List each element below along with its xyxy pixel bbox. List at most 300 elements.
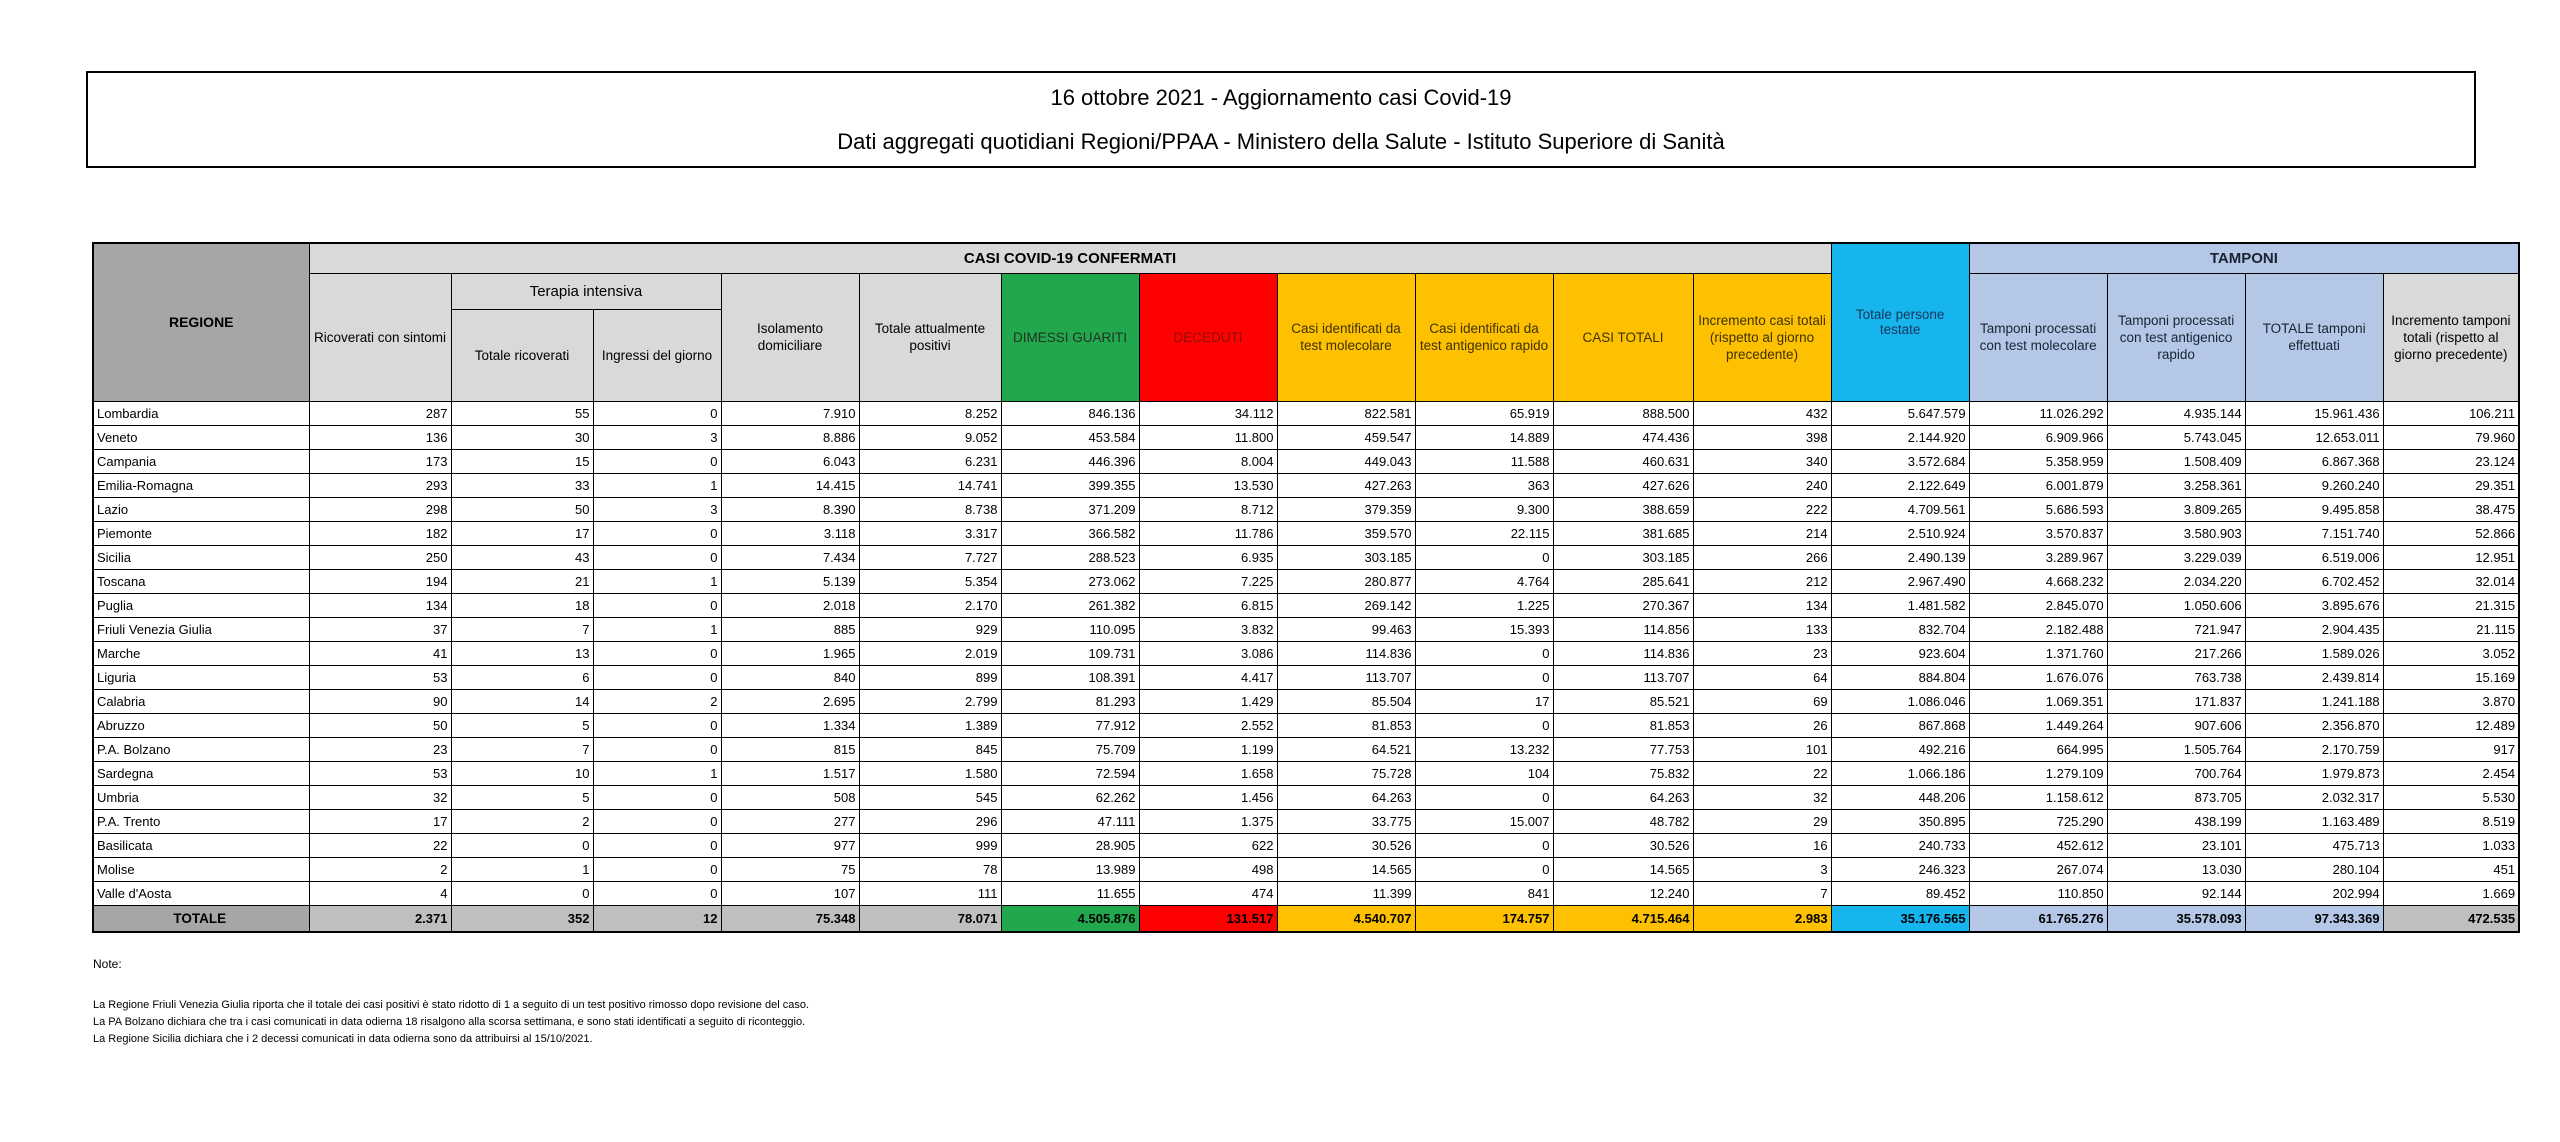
region-cell: Toscana [93, 569, 309, 593]
table-cell: 4 [309, 881, 451, 905]
table-cell: 999 [859, 833, 1001, 857]
table-cell: 815 [721, 737, 859, 761]
table-cell: 114.856 [1553, 617, 1693, 641]
table-cell: 16 [1693, 833, 1831, 857]
table-cell: 3.809.265 [2107, 497, 2245, 521]
table-cell: 47.111 [1001, 809, 1139, 833]
table-cell: 0 [1415, 641, 1553, 665]
table-cell: 21 [451, 569, 593, 593]
table-cell: 1.371.760 [1969, 641, 2107, 665]
table-cell: 9.260.240 [2245, 473, 2383, 497]
table-cell: 1 [593, 569, 721, 593]
table-cell: 8.886 [721, 425, 859, 449]
table-cell: 293 [309, 473, 451, 497]
table-cell: 508 [721, 785, 859, 809]
table-cell: 22 [309, 833, 451, 857]
table-cell: 1.241.188 [2245, 689, 2383, 713]
table-cell: 0 [593, 833, 721, 857]
table-cell: 9.495.858 [2245, 497, 2383, 521]
table-row [93, 425, 2519, 449]
table-cell: 14.889 [1415, 425, 1553, 449]
table-cell: 725.290 [1969, 809, 2107, 833]
table-cell: 340 [1693, 449, 1831, 473]
title-line-2: Dati aggregati quotidiani Regioni/PPAA - Ministero della Salute - Istituto Superiore di Sanità [837, 128, 1725, 154]
table-cell: 53 [309, 761, 451, 785]
table-cell: 81.293 [1001, 689, 1139, 713]
header-group-casi-confermati: CASI COVID-19 CONFERMATI [309, 243, 1831, 273]
table-cell: 448.206 [1831, 785, 1969, 809]
table-cell: 0 [1415, 713, 1553, 737]
table-cell: 1.456 [1139, 785, 1277, 809]
table-cell: 11.399 [1277, 881, 1415, 905]
table-cell: 12.951 [2383, 545, 2519, 569]
table-cell: 5.647.579 [1831, 401, 1969, 425]
table-cell: 2.019 [859, 641, 1001, 665]
table-cell: 0 [593, 785, 721, 809]
table-cell: 280.104 [2245, 857, 2383, 881]
table-cell: 2.845.070 [1969, 593, 2107, 617]
table-row [93, 809, 2519, 833]
table-cell: 363 [1415, 473, 1553, 497]
table-row [93, 761, 2519, 785]
table-cell: 472.535 [2383, 905, 2519, 932]
table-cell: 2.695 [721, 689, 859, 713]
table-cell: 6.702.452 [2245, 569, 2383, 593]
table-cell: 1.066.186 [1831, 761, 1969, 785]
table-cell: 0 [593, 545, 721, 569]
table-cell: 452.612 [1969, 833, 2107, 857]
region-cell: Liguria [93, 665, 309, 689]
table-cell: 72.594 [1001, 761, 1139, 785]
header-deceduti: DECEDUTI [1139, 273, 1277, 401]
table-cell: 133 [1693, 617, 1831, 641]
table-cell: 4.935.144 [2107, 401, 2245, 425]
table-cell: 6.001.879 [1969, 473, 2107, 497]
table-cell: 977 [721, 833, 859, 857]
table-cell: 7.225 [1139, 569, 1277, 593]
table-cell: 11.655 [1001, 881, 1139, 905]
table-cell: 3.832 [1139, 617, 1277, 641]
table-cell: 173 [309, 449, 451, 473]
table-cell: 202.994 [2245, 881, 2383, 905]
table-cell: 81.853 [1277, 713, 1415, 737]
table-cell: 64 [1693, 665, 1831, 689]
table-cell: 15.961.436 [2245, 401, 2383, 425]
table-cell: 114.836 [1277, 641, 1415, 665]
table-cell: 214 [1693, 521, 1831, 545]
table-cell: 18 [451, 593, 593, 617]
table-cell: 8.390 [721, 497, 859, 521]
table-cell: 438.199 [2107, 809, 2245, 833]
region-cell: Abruzzo [93, 713, 309, 737]
region-cell: Umbria [93, 785, 309, 809]
header-tamponi-antigenico: Tamponi processati con test antigenico rapido [2107, 273, 2245, 401]
table-cell: 2.018 [721, 593, 859, 617]
table-cell: 8.712 [1139, 497, 1277, 521]
table-cell: 77.912 [1001, 713, 1139, 737]
table-cell: 75.832 [1553, 761, 1693, 785]
table-cell: 14 [451, 689, 593, 713]
table-cell: 2.454 [2383, 761, 2519, 785]
table-cell: 5.358.959 [1969, 449, 2107, 473]
table-cell: 1.658 [1139, 761, 1277, 785]
table-cell: 17 [451, 521, 593, 545]
table-cell: 1.517 [721, 761, 859, 785]
table-cell: 1.158.612 [1969, 785, 2107, 809]
table-cell: 388.659 [1553, 497, 1693, 521]
table-cell: 1.965 [721, 641, 859, 665]
table-cell: 8.519 [2383, 809, 2519, 833]
table-cell: 5.354 [859, 569, 1001, 593]
table-cell: 1.449.264 [1969, 713, 2107, 737]
table-cell: 222 [1693, 497, 1831, 521]
table-cell: 3.229.039 [2107, 545, 2245, 569]
table-cell: 7.434 [721, 545, 859, 569]
table-cell: 174.757 [1415, 905, 1553, 932]
table-cell: 474 [1139, 881, 1277, 905]
table-cell: 459.547 [1277, 425, 1415, 449]
table-cell: 12.653.011 [2245, 425, 2383, 449]
table-cell: 15.007 [1415, 809, 1553, 833]
region-cell: Lombardia [93, 401, 309, 425]
table-cell: 30 [451, 425, 593, 449]
table-cell: 21.115 [2383, 617, 2519, 641]
table-cell: 622 [1139, 833, 1277, 857]
table-cell: 6.043 [721, 449, 859, 473]
table-cell: 451 [2383, 857, 2519, 881]
table-cell: 0 [593, 593, 721, 617]
table-cell: 194 [309, 569, 451, 593]
region-cell: P.A. Trento [93, 809, 309, 833]
table-cell: 1.505.764 [2107, 737, 2245, 761]
table-cell: 1.033 [2383, 833, 2519, 857]
table-cell: 359.570 [1277, 521, 1415, 545]
table-cell: 29.351 [2383, 473, 2519, 497]
table-cell: 1.279.109 [1969, 761, 2107, 785]
table-cell: 2.371 [309, 905, 451, 932]
table-row [93, 449, 2519, 473]
table-cell: 6.519.006 [2245, 545, 2383, 569]
table-cell: 13.989 [1001, 857, 1139, 881]
table-cell: 366.582 [1001, 521, 1139, 545]
table-row [93, 593, 2519, 617]
table-cell: 0 [593, 521, 721, 545]
table-cell: 1 [593, 473, 721, 497]
header-casi-test-antigenico: Casi identificati da test antigenico rapido [1415, 273, 1553, 401]
table-row [93, 641, 2519, 665]
region-cell: Emilia-Romagna [93, 473, 309, 497]
table-cell: 0 [1415, 785, 1553, 809]
table-cell: 3.052 [2383, 641, 2519, 665]
table-cell: 4.668.232 [1969, 569, 2107, 593]
table-cell: 14.415 [721, 473, 859, 497]
table-cell: 212 [1693, 569, 1831, 593]
table-cell: 0 [593, 737, 721, 761]
table-cell: 1.050.606 [2107, 593, 2245, 617]
table-cell: 13.030 [2107, 857, 2245, 881]
table-cell: 17 [309, 809, 451, 833]
table-cell: 90 [309, 689, 451, 713]
table-cell: 261.382 [1001, 593, 1139, 617]
region-cell: Molise [93, 857, 309, 881]
table-cell: 460.631 [1553, 449, 1693, 473]
region-cell: Basilicata [93, 833, 309, 857]
region-cell: Sardegna [93, 761, 309, 785]
table-cell: 1.199 [1139, 737, 1277, 761]
table-row [93, 473, 2519, 497]
table-cell: 1.069.351 [1969, 689, 2107, 713]
table-cell: 267.074 [1969, 857, 2107, 881]
table-cell: 303.185 [1553, 545, 1693, 569]
table-cell: 23 [1693, 641, 1831, 665]
table-cell: 2.799 [859, 689, 1001, 713]
table-cell: 6 [451, 665, 593, 689]
table-cell: 65.919 [1415, 401, 1553, 425]
table-cell: 2.122.649 [1831, 473, 1969, 497]
table-cell: 432 [1693, 401, 1831, 425]
region-cell: Puglia [93, 593, 309, 617]
table-cell: 2.170.759 [2245, 737, 2383, 761]
table-cell: 14.565 [1277, 857, 1415, 881]
table-cell: 75.709 [1001, 737, 1139, 761]
table-cell: 55 [451, 401, 593, 425]
table-cell: 3.572.684 [1831, 449, 1969, 473]
table-cell: 0 [593, 401, 721, 425]
table-row [93, 881, 2519, 905]
table-cell: 277 [721, 809, 859, 833]
table-cell: 1.979.873 [2245, 761, 2383, 785]
table-cell: 0 [593, 881, 721, 905]
header-persone-testate: Totale persone testate [1831, 243, 1969, 401]
table-cell: 398 [1693, 425, 1831, 449]
table-cell: 75.348 [721, 905, 859, 932]
table-cell: 7 [1693, 881, 1831, 905]
table-cell: 4.417 [1139, 665, 1277, 689]
table-cell: 109.731 [1001, 641, 1139, 665]
table-cell: 0 [1415, 545, 1553, 569]
table-cell: 721.947 [2107, 617, 2245, 641]
table-cell: 270.367 [1553, 593, 1693, 617]
table-cell: 9.300 [1415, 497, 1553, 521]
table-cell: 78 [859, 857, 1001, 881]
table-cell: 22.115 [1415, 521, 1553, 545]
table-cell: 5.139 [721, 569, 859, 593]
table-cell: 2.510.924 [1831, 521, 1969, 545]
region-cell: Sicilia [93, 545, 309, 569]
table-cell: 28.905 [1001, 833, 1139, 857]
table-cell: 81.853 [1553, 713, 1693, 737]
table-cell: 296 [859, 809, 1001, 833]
table-cell: 14.741 [859, 473, 1001, 497]
table-cell: 885 [721, 617, 859, 641]
table-cell: 1.669 [2383, 881, 2519, 905]
total-row [93, 905, 2519, 932]
table-cell: 3 [593, 497, 721, 521]
table-cell: 171.837 [2107, 689, 2245, 713]
table-cell: 2.032.317 [2245, 785, 2383, 809]
table-cell: 2.439.814 [2245, 665, 2383, 689]
table-cell: 664.995 [1969, 737, 2107, 761]
table-row [93, 545, 2519, 569]
table-cell: 4.540.707 [1277, 905, 1415, 932]
table-cell: 888.500 [1553, 401, 1693, 425]
table-cell: 38.475 [2383, 497, 2519, 521]
table-cell: 15.393 [1415, 617, 1553, 641]
table-cell: 99.463 [1277, 617, 1415, 641]
table-cell: 240 [1693, 473, 1831, 497]
table-cell: 269.142 [1277, 593, 1415, 617]
table-row [93, 401, 2519, 425]
table-cell: 35.176.565 [1831, 905, 1969, 932]
table-cell: 217.266 [2107, 641, 2245, 665]
table-cell: 12.489 [2383, 713, 2519, 737]
header-tamponi-molecolare: Tamponi processati con test molecolare [1969, 273, 2107, 401]
table-cell: 2.034.220 [2107, 569, 2245, 593]
region-cell: Piemonte [93, 521, 309, 545]
table-cell: 763.738 [2107, 665, 2245, 689]
table-cell: 26 [1693, 713, 1831, 737]
title-box [86, 71, 2476, 168]
table-row [93, 689, 2519, 713]
region-cell: Veneto [93, 425, 309, 449]
table-cell: 7.151.740 [2245, 521, 2383, 545]
table-cell: 371.209 [1001, 497, 1139, 521]
table-cell: 1 [593, 761, 721, 785]
table-cell: 10 [451, 761, 593, 785]
table-row [93, 857, 2519, 881]
table-cell: 352 [451, 905, 593, 932]
table-cell: 0 [1415, 857, 1553, 881]
title-line-1: 16 ottobre 2021 - Aggiornamento casi Covid-19 [1050, 84, 1512, 110]
table-row [93, 737, 2519, 761]
table-cell: 23.124 [2383, 449, 2519, 473]
table-cell: 1.676.076 [1969, 665, 2107, 689]
table-cell: 7 [451, 737, 593, 761]
table-cell: 832.704 [1831, 617, 1969, 641]
header-regione: REGIONE [93, 243, 309, 401]
table-cell: 13 [451, 641, 593, 665]
table-cell: 1.225 [1415, 593, 1553, 617]
table-cell: 2.182.488 [1969, 617, 2107, 641]
table-cell: 846.136 [1001, 401, 1139, 425]
table-cell: 474.436 [1553, 425, 1693, 449]
table-cell: 12.240 [1553, 881, 1693, 905]
table-cell: 7.910 [721, 401, 859, 425]
table-cell: 3.570.837 [1969, 521, 2107, 545]
table-cell: 2.552 [1139, 713, 1277, 737]
table-cell: 75.728 [1277, 761, 1415, 785]
table-cell: 0 [451, 833, 593, 857]
table-cell: 1.429 [1139, 689, 1277, 713]
table-cell: 1.580 [859, 761, 1001, 785]
table-cell: 35.578.093 [2107, 905, 2245, 932]
region-cell: Calabria [93, 689, 309, 713]
table-cell: 5 [451, 785, 593, 809]
table-cell: 2.967.490 [1831, 569, 1969, 593]
table-cell: 64.263 [1553, 785, 1693, 809]
table-cell: 13.232 [1415, 737, 1553, 761]
table-cell: 2.983 [1693, 905, 1831, 932]
table-cell: 3 [1693, 857, 1831, 881]
table-cell: 48.782 [1553, 809, 1693, 833]
table-cell: 8.252 [859, 401, 1001, 425]
region-cell: Marche [93, 641, 309, 665]
table-cell: 64.521 [1277, 737, 1415, 761]
table-cell: 182 [309, 521, 451, 545]
table-cell: 134 [1693, 593, 1831, 617]
table-cell: 929 [859, 617, 1001, 641]
table-cell: 288.523 [1001, 545, 1139, 569]
header-incremento-casi: Incremento casi totali (rispetto al giorno precedente) [1693, 273, 1831, 401]
header-totale-positivi: Totale attualmente positivi [859, 273, 1001, 401]
table-cell: 64.263 [1277, 785, 1415, 809]
table-cell: 23 [309, 737, 451, 761]
table-cell: 427.263 [1277, 473, 1415, 497]
table-cell: 41 [309, 641, 451, 665]
table-cell: 104 [1415, 761, 1553, 785]
table-cell: 9.052 [859, 425, 1001, 449]
table-cell: 2 [309, 857, 451, 881]
table-cell: 0 [451, 881, 593, 905]
table-cell: 6.867.368 [2245, 449, 2383, 473]
table-cell: 3.118 [721, 521, 859, 545]
table-cell: 1.589.026 [2245, 641, 2383, 665]
table-cell: 113.707 [1277, 665, 1415, 689]
table-row [93, 713, 2519, 737]
table-cell: 1.163.489 [2245, 809, 2383, 833]
table-cell: 0 [593, 857, 721, 881]
table-row [93, 521, 2519, 545]
table-cell: 5.530 [2383, 785, 2519, 809]
table-cell: 101 [1693, 737, 1831, 761]
table-row [93, 569, 2519, 593]
table-cell: 840 [721, 665, 859, 689]
table-cell: 5 [451, 713, 593, 737]
table-cell: 1.508.409 [2107, 449, 2245, 473]
table-cell: 111 [859, 881, 1001, 905]
table-cell: 453.584 [1001, 425, 1139, 449]
table-cell: 113.707 [1553, 665, 1693, 689]
table-cell: 2.144.920 [1831, 425, 1969, 449]
table-cell: 23.101 [2107, 833, 2245, 857]
table-cell: 350.895 [1831, 809, 1969, 833]
table-cell: 475.713 [2245, 833, 2383, 857]
table-cell: 1 [593, 617, 721, 641]
table-cell: 250 [309, 545, 451, 569]
table-cell: 873.705 [2107, 785, 2245, 809]
table-cell: 899 [859, 665, 1001, 689]
table-cell: 2.170 [859, 593, 1001, 617]
region-cell: Lazio [93, 497, 309, 521]
table-cell: 492.216 [1831, 737, 1969, 761]
table-cell: 4.709.561 [1831, 497, 1969, 521]
table-cell: 1.086.046 [1831, 689, 1969, 713]
table-row [93, 497, 2519, 521]
table-cell: 77.753 [1553, 737, 1693, 761]
table-cell: 266 [1693, 545, 1831, 569]
table-cell: 114.836 [1553, 641, 1693, 665]
table-cell: 287 [309, 401, 451, 425]
table-cell: 379.359 [1277, 497, 1415, 521]
table-cell: 43 [451, 545, 593, 569]
table-cell: 6.815 [1139, 593, 1277, 617]
region-cell: Valle d'Aosta [93, 881, 309, 905]
table-cell: 381.685 [1553, 521, 1693, 545]
table-cell: 15 [451, 449, 593, 473]
table-cell: 52.866 [2383, 521, 2519, 545]
table-cell: 7.727 [859, 545, 1001, 569]
table-cell: 285.641 [1553, 569, 1693, 593]
